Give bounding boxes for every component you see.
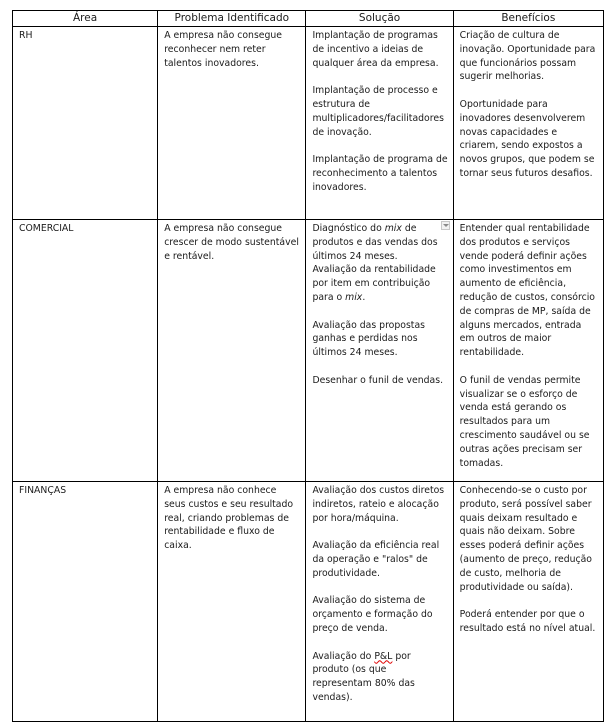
header-problem: Problema Identificado <box>158 11 306 27</box>
solution-cell[interactable] <box>306 27 453 220</box>
solution-paragraph: Diagnóstico do mix de produtos e das vendas dos últimos 24 meses. <box>312 223 438 262</box>
benefit-paragraph: Conhecendo-se o custo por produto, será possível saber quais deixam resultado e quais não deixam. Sobre esses poderá definir ações (aumento de preço, redução de custo, melhoria de produtividade ou saída). <box>459 485 592 593</box>
solution-cell[interactable] <box>306 220 453 482</box>
area-label: FINANÇAS <box>19 485 67 496</box>
benefit-paragraph: Poderá entender por que o resultado está no nível atual. <box>459 609 596 634</box>
solution-cell[interactable] <box>306 482 453 722</box>
solution-paragraph: Implantação de programas de incentivo a ideias de qualquer área da empresa. <box>312 30 439 69</box>
solution-paragraph: Desenhar o funil de vendas. <box>312 374 444 386</box>
benefits-cell[interactable] <box>453 27 603 220</box>
header-benefits: Benefícios <box>453 11 603 27</box>
problem-text: A empresa não consegue reconhecer nem reter talentos inovadores. <box>164 30 283 69</box>
solution-paragraph: Implantação de programa de reconhecimento a talentos inovadores. <box>312 154 448 193</box>
problem-cell[interactable] <box>158 27 306 220</box>
table-row-comercial <box>13 220 604 482</box>
benefits-cell[interactable] <box>453 482 603 722</box>
solution-paragraph: Avaliação do P&L por produto (os que representam 80% das vendas). <box>312 650 415 703</box>
benefit-paragraph: O funil de vendas permite visualizar se o esforço de venda está gerando os resultados para um crescimento saudável ou se outras ações precisam ser tomadas. <box>459 374 590 469</box>
problem-text: A empresa não conhece seus custos e seu resultado real, criando problemas de rentabilidade e fluxo de caixa. <box>164 485 294 552</box>
problem-cell[interactable] <box>158 220 306 482</box>
solution-paragraph: Avaliação da eficiência real da operação e "ralos" de produtividade. <box>312 540 440 579</box>
cell-options-dropdown-icon[interactable] <box>441 221 450 230</box>
benefit-paragraph: Criação de cultura de inovação. Oportunidade para que funcionários possam sugerir melhorias. <box>459 30 596 83</box>
benefits-cell[interactable] <box>453 220 603 482</box>
solution-paragraph: Avaliação dos custos diretos indiretos, rateio e alocação por hora/máquina. <box>312 485 445 524</box>
benefit-paragraph: Entender qual rentabilidade dos produtos e serviços vende poderá definir ações como investimentos em aumento de eficiência, redução de custos, consórcio de compras de MP, saída de alguns mercados, entrada em outros de maior rentabilidade. <box>459 223 595 359</box>
solution-paragraph: Avaliação do sistema de orçamento e formação do preço de venda. <box>312 595 433 634</box>
header-area: Área <box>13 11 158 27</box>
problem-text: A empresa não consegue crescer de modo sustentável e rentável. <box>164 223 299 262</box>
benefit-paragraph: Oportunidade para inovadores desenvolverem novas capacidades e criarem, sendo expostos a novos grupos, que podem se tornar seus futuros desafios. <box>459 98 595 179</box>
solution-paragraph: Avaliação das propostas ganhas e perdidas nos últimos 24 meses. <box>312 319 425 359</box>
area-label: RH <box>19 30 33 41</box>
header-row <box>13 11 604 27</box>
area-cell[interactable] <box>13 27 158 220</box>
area-label: COMERCIAL <box>19 223 74 234</box>
table-row-financas <box>13 482 604 722</box>
solution-paragraph: Implantação de processo e estrutura de multiplicadores/facilitadores de inovação. <box>312 85 444 138</box>
table-row-rh <box>13 27 604 220</box>
area-cell[interactable] <box>13 482 158 722</box>
spellcheck-flagged-word: P&L <box>374 650 393 662</box>
problem-cell[interactable] <box>158 482 306 722</box>
area-cell[interactable] <box>13 220 158 482</box>
solution-paragraph: Avaliação da rentabilidade por item em contribuição para o mix. <box>312 264 436 303</box>
header-solution: Solução <box>306 11 453 27</box>
analysis-table <box>12 10 604 722</box>
